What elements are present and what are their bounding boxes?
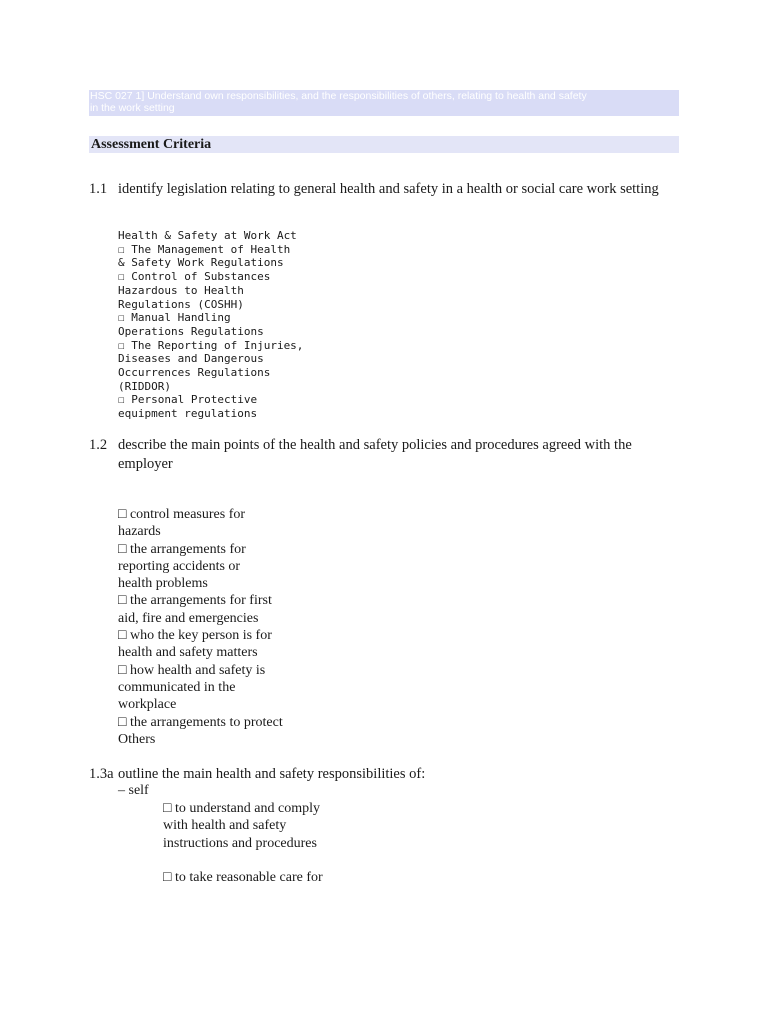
unit-header: [89, 90, 679, 116]
criterion-text: describe the main points of the health and safety policies and procedures agreed with the employer: [118, 437, 632, 472]
criterion-number: 1.1: [89, 181, 108, 197]
policies-list: □ control measures for hazards □ the arrangements for reporting accidents or health problems □ the arrangements for first aid, fire and emergencies □ who the key person is for health and safety matters □ how health and safety is communicated in the workplace □ the arrangements to protect Others: [118, 507, 283, 747]
unit-header-line-2: in the work setting: [90, 102, 175, 114]
criterion-number: 1.3a: [89, 766, 114, 782]
self-responsibilities-list: □ to understand and comply with health and safety instructions and procedures □ to take reasonable care for: [163, 801, 323, 886]
unit-header-line-1: HSC 027 1] Understand own responsibilities, and the responsibilities of others, relating to health and safety: [90, 90, 587, 102]
criterion-text: identify legislation relating to general health and safety in a health or social care work setting: [118, 181, 659, 197]
criterion-number: 1.2: [89, 437, 108, 453]
responsibility-self-label: – self: [118, 783, 149, 798]
criterion-text: outline the main health and safety responsibilities of:: [118, 766, 426, 782]
legislation-list: Health & Safety at Work Act ☐ The Management of Health & Safety Work Regulations ☐ Control of Substances Hazardous to Health Regulations (COSHH) ☐ Manual Handling Operations Regulations ☐ The Reporting of Injuries, Diseases and Dangerous Occurrences Regulations (RIDDOR) ☐ Personal Protective equipment regulations: [118, 229, 304, 421]
section-title: Assessment Criteria: [89, 136, 679, 153]
